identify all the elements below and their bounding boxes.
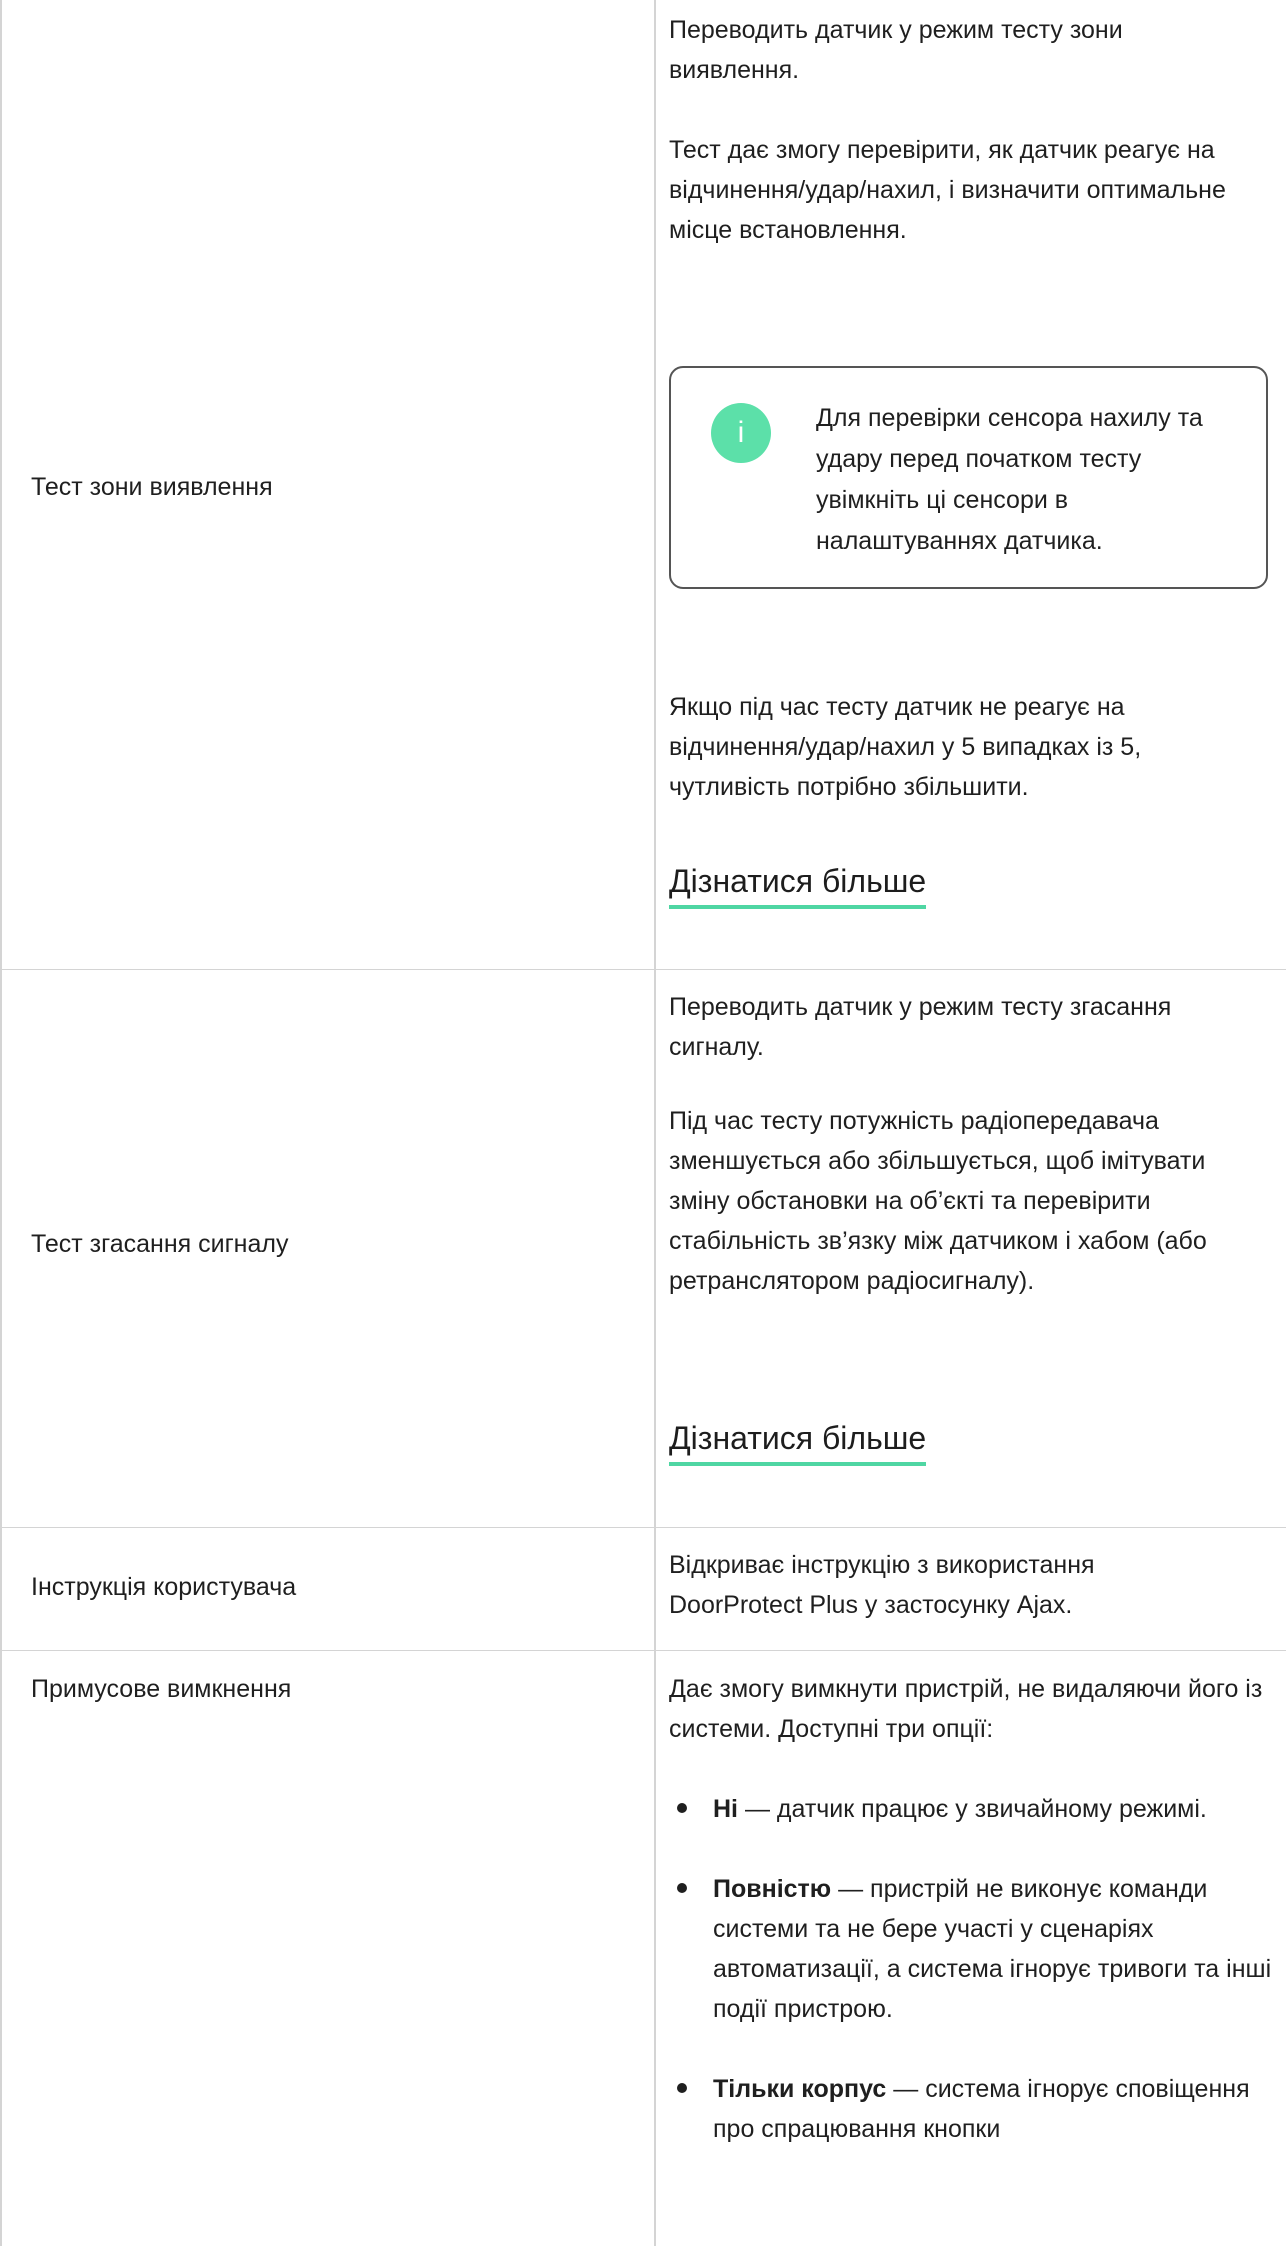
info-note-text: Для перевірки сенсора нахилу та удару перед початком тесту увімкніть ці сенсори в налаштуваннях датчика. bbox=[816, 404, 1203, 555]
row-description-user-manual bbox=[669, 1545, 1269, 1625]
paragraph: Тест дає змогу перевірити, як датчик реагує на відчинення/удар/нахил, і визначити оптимальне місце встановлення. bbox=[669, 136, 1226, 244]
list-item bbox=[669, 2069, 1253, 2149]
info-note-box bbox=[669, 366, 1268, 589]
options-list bbox=[669, 1789, 1272, 2149]
row-description-detection-test bbox=[669, 10, 1269, 250]
row-description-force-disable bbox=[669, 1669, 1272, 2149]
learn-more-link[interactable]: Дізнатися більше bbox=[669, 859, 926, 909]
paragraph: Дає змогу вимкнути пристрій, не видаляючи його із системи. Доступні три опції: bbox=[669, 1675, 1263, 1743]
option-text: — система ігнорує сповіщення про спрацювання кнопки bbox=[713, 2075, 1250, 2143]
learn-more-wrapper bbox=[669, 859, 1269, 909]
paragraph: Переводить датчик у режим тесту зони виявлення. bbox=[669, 16, 1123, 84]
row-description-signal-test bbox=[669, 987, 1269, 1301]
option-term: Ні bbox=[713, 1795, 738, 1823]
list-item bbox=[669, 1789, 1233, 1829]
paragraph: Якщо під час тесту датчик не реагує на відчинення/удар/нахил у 5 випадках із 5, чутливість потрібно збільшити. bbox=[669, 693, 1142, 801]
option-text: — датчик працює у звичайному режимі. bbox=[738, 1795, 1207, 1823]
info-icon: i bbox=[711, 403, 771, 463]
list-item bbox=[669, 1869, 1273, 2029]
row-label-signal-test: Тест згасання сигналу bbox=[31, 1230, 289, 1258]
row-description-detection-test-continued bbox=[669, 687, 1269, 807]
row-label-detection-test: Тест зони виявлення bbox=[31, 473, 273, 501]
paragraph: Під час тесту потужність радіопередавача зменшується або збільшується, щоб імітувати зміну обстановки на об’єкті та перевірити стабільність зв’язку між датчиком і хабом (або ретранслятором радіосигналу). bbox=[669, 1107, 1207, 1295]
option-text: — пристрій не виконує команди системи та не бере участі у сценаріях автоматизації, а система ігнорує тривоги та інші події пристрою. bbox=[713, 1875, 1272, 2023]
row-label-force-disable: Примусове вимкнення bbox=[31, 1675, 292, 1703]
learn-more-wrapper bbox=[669, 1416, 1269, 1466]
learn-more-link[interactable]: Дізнатися більше bbox=[669, 1416, 926, 1466]
option-term: Повністю bbox=[713, 1875, 832, 1903]
option-term: Тільки корпус bbox=[713, 2075, 887, 2103]
bullet-icon bbox=[677, 1883, 687, 1893]
paragraph: Переводить датчик у режим тесту згасання сигналу. bbox=[669, 993, 1172, 1061]
bullet-icon bbox=[677, 2083, 687, 2093]
paragraph: Відкриває інструкцію з використання DoorProtect Plus у застосунку Ajax. bbox=[669, 1551, 1095, 1619]
bullet-icon bbox=[677, 1803, 687, 1813]
row-label-user-manual: Інструкція користувача bbox=[31, 1573, 297, 1601]
